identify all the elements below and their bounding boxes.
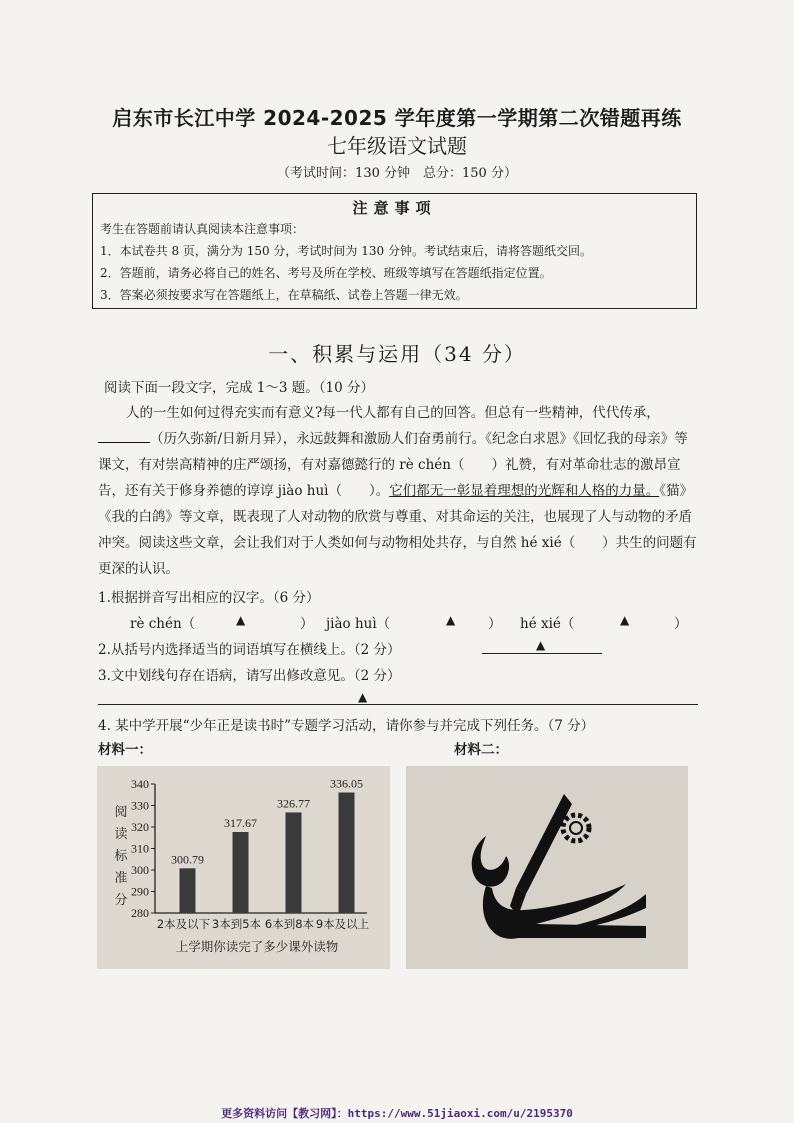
y-tick-label: 310 xyxy=(131,841,149,856)
passage-text xyxy=(98,400,698,582)
x-category-label: 9本及以上 xyxy=(315,917,370,931)
answer-line xyxy=(482,653,602,654)
notice-box xyxy=(92,193,697,309)
pinyin-item-3: hé xié（ xyxy=(520,616,575,632)
y-tick-label: 280 xyxy=(131,906,149,920)
bar-value-label: 336.05 xyxy=(330,776,363,791)
underlined-sentence: 它们都无一彰显着理想的光辉和人格的力量。 xyxy=(389,483,660,499)
notice-title: 注意事项 xyxy=(352,199,437,217)
y-axis-label-char: 分 xyxy=(114,893,128,908)
material-1-label: 材料一： xyxy=(98,742,152,758)
exam-title-line1: 启东市长江中学 2024-2025 学年度第一学期第二次错题再练 xyxy=(112,106,682,130)
pinyin-close: ） xyxy=(488,616,502,632)
notice-line: 1．本试卷共 8 页，满分为 150 分，考试时间为 130 分钟。考试结束后，请将答题纸交回。 xyxy=(100,244,592,258)
y-axis-label-char: 阅 xyxy=(114,805,128,820)
notice-line: 考生在答题前请认真阅读本注意事项： xyxy=(100,222,305,236)
passage-sentence: （历久弥新/日新月异），永远鼓舞和激励人们奋勇前行。《纪念白求恩》《回忆我的母亲》等课文，有对崇高精神的庄严颂扬，有对嘉德懿行的 rè chén（ ）礼赞，有对革命壮志的激昂宣告，还有关于修身养德的谆谆 jiào huì（ ）。 xyxy=(98,431,688,499)
y-axis-label-char: 读 xyxy=(114,827,128,842)
bar xyxy=(339,792,355,913)
question-2: 2.从括号内选择适当的词语填写在横线上。（2 分） xyxy=(98,642,401,658)
bar xyxy=(233,832,249,913)
pinyin-item-1 xyxy=(130,612,195,632)
bar-value-label: 317.67 xyxy=(224,816,257,831)
reading-score-chart xyxy=(97,766,390,969)
x-category-label: 6本到8本 xyxy=(264,917,315,931)
y-tick-label: 330 xyxy=(131,798,149,813)
passage-sentence: 人的一生如何过得充实而有意义?每一代人都有自己的回答。但总有一些精神，代代传承， xyxy=(126,405,660,421)
bar xyxy=(180,868,196,913)
y-tick-label: 300 xyxy=(131,863,149,877)
question-1: 1.根据拼音写出相应的汉字。（6 分） xyxy=(98,590,320,606)
x-axis-label: 上学期你读完了多少课外读物 xyxy=(175,939,339,954)
question-3: 3.文中划线句存在语病，请写出修改意见。（2 分） xyxy=(98,668,401,684)
answer-line xyxy=(98,704,698,705)
bar xyxy=(286,812,302,913)
answer-marker: ▲ xyxy=(536,638,546,652)
y-tick-label: 320 xyxy=(131,820,149,834)
x-category-label: 2本及以下 xyxy=(156,917,211,931)
reading-logo-image xyxy=(406,766,688,969)
exam-info: （考试时间：130 分钟 总分：150 分） xyxy=(277,166,517,181)
pinyin-close: ） xyxy=(674,616,688,632)
exam-title-line2: 七年级语文试题 xyxy=(327,134,467,158)
answer-marker: ▲ xyxy=(358,690,368,704)
answer-marker: ▲ xyxy=(236,613,246,627)
y-tick-label: 340 xyxy=(131,777,149,791)
pen-book-logo-icon xyxy=(406,766,688,969)
pinyin-label: rè chén（ xyxy=(130,616,196,632)
pinyin-item-2: jiào huì（ xyxy=(326,616,391,632)
passage-intro: 阅读下面一段文字，完成 1～3 题。（10 分） xyxy=(104,380,374,396)
bar-value-label: 326.77 xyxy=(277,796,310,811)
section-title: 一、积累与运用（34 分） xyxy=(268,342,526,366)
bar-chart-svg xyxy=(97,766,390,969)
fill-blank xyxy=(98,428,150,443)
notice-line: 3．答案必须按要求写在答题纸上，在草稿纸、试卷上答题一律无效。 xyxy=(100,288,468,302)
answer-marker: ▲ xyxy=(446,613,456,627)
footer-link[interactable]: 更多资料访问【教习网】：https://www.51jiaoxi.com/u/2195370 xyxy=(221,1107,573,1120)
material-2-label: 材料二： xyxy=(454,742,508,758)
question-4: 4. 某中学开展“少年正是读书时”专题学习活动，请你参与并完成下列任务。（7 分） xyxy=(98,718,595,734)
notice-line: 2．答题前，请务必将自己的姓名、考号及所在学校、班级等填写在答题纸指定位置。 xyxy=(100,266,552,280)
x-category-label: 3本到5本 xyxy=(211,917,262,931)
passage-sentence: 《猫》《我的白鸽》等文章，既表现了人对动物的欣赏与尊重、对其命运的关注，也展现了人与动物的矛盾冲突。阅读这些文章，会让我们对于人类如何与动物相处共存，与自然 hé xié（ ）共生的问题有更深的认识。 xyxy=(98,483,697,577)
pinyin-close: ） xyxy=(300,616,314,632)
bar-value-label: 300.79 xyxy=(171,852,204,867)
answer-marker: ▲ xyxy=(620,613,630,627)
y-axis-label-char: 标 xyxy=(114,849,128,864)
y-tick-label: 290 xyxy=(131,884,149,899)
y-axis-label-char: 准 xyxy=(114,871,128,886)
